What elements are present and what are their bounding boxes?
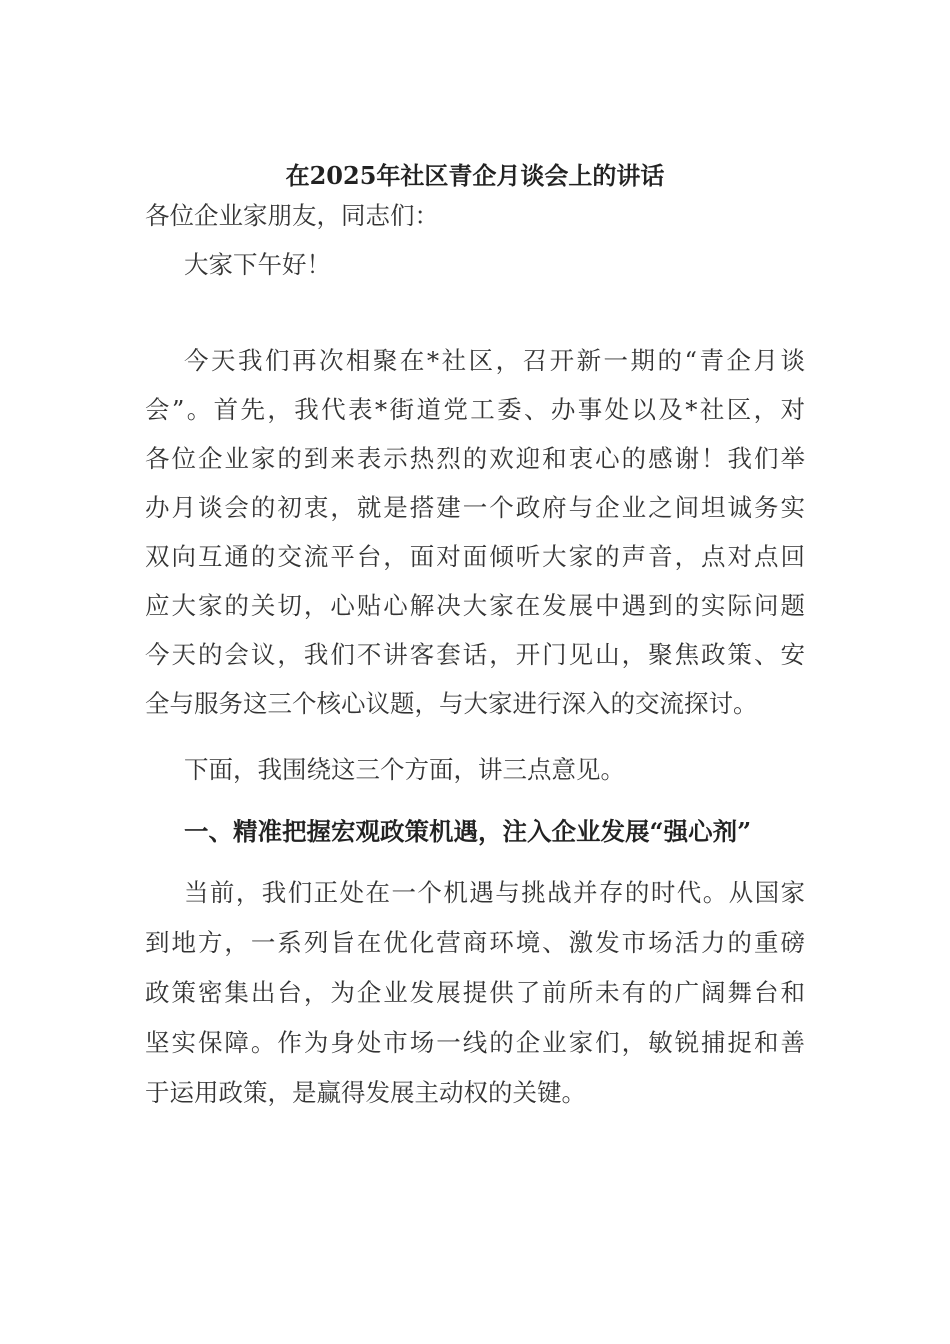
paragraph-3-line-3: 政策密集出台，为企业发展提供了前所未有的广阔舞台和 <box>145 978 805 1007</box>
paragraph-1-line-8: 全与服务这三个核心议题，与大家进行深入的交流探讨。 <box>145 689 758 718</box>
document-title: 在2025年社区青企月谈会上的讲话 <box>285 161 665 190</box>
paragraph-1-line-2: 会”。首先，我代表*街道党工委、办事处以及*社区，对 <box>145 395 805 424</box>
greeting: 大家下午好！ <box>184 250 331 279</box>
paragraph-1-line-5: 双向互通的交流平台，面对面倾听大家的声音，点对点回 <box>145 542 805 571</box>
paragraph-1-line-4: 办月谈会的初衷，就是搭建一个政府与企业之间坦诚务实 <box>145 493 805 522</box>
paragraph-2: 下面，我围绕这三个方面，讲三点意见。 <box>184 755 625 784</box>
salutation: 各位企业家朋友，同志们： <box>145 201 439 230</box>
paragraph-1-line-3: 各位企业家的到来表示热烈的欢迎和衷心的感谢！我们举 <box>145 444 805 473</box>
paragraph-1-line-7: 今天的会议，我们不讲客套话，开门见山，聚焦政策、安 <box>145 640 805 669</box>
paragraph-3-line-4: 坚实保障。作为身处市场一线的企业家们，敏锐捕捉和善 <box>145 1028 805 1057</box>
paragraph-3-line-2: 到地方，一系列旨在优化营商环境、激发市场活力的重磅 <box>145 928 805 957</box>
paragraph-1-line-1: 今天我们再次相聚在*社区，召开新一期的“青企月谈 <box>184 346 805 375</box>
paragraph-3-line-5: 于运用政策，是赢得发展主动权的关键。 <box>145 1078 586 1107</box>
section-heading-1: 一、精准把握宏观政策机遇，注入企业发展“强心剂” <box>184 817 752 846</box>
paragraph-1-line-6: 应大家的关切，心贴心解决大家在发展中遇到的实际问题 <box>145 591 805 620</box>
paragraph-3-line-1: 当前，我们正处在一个机遇与挑战并存的时代。从国家 <box>184 878 805 907</box>
